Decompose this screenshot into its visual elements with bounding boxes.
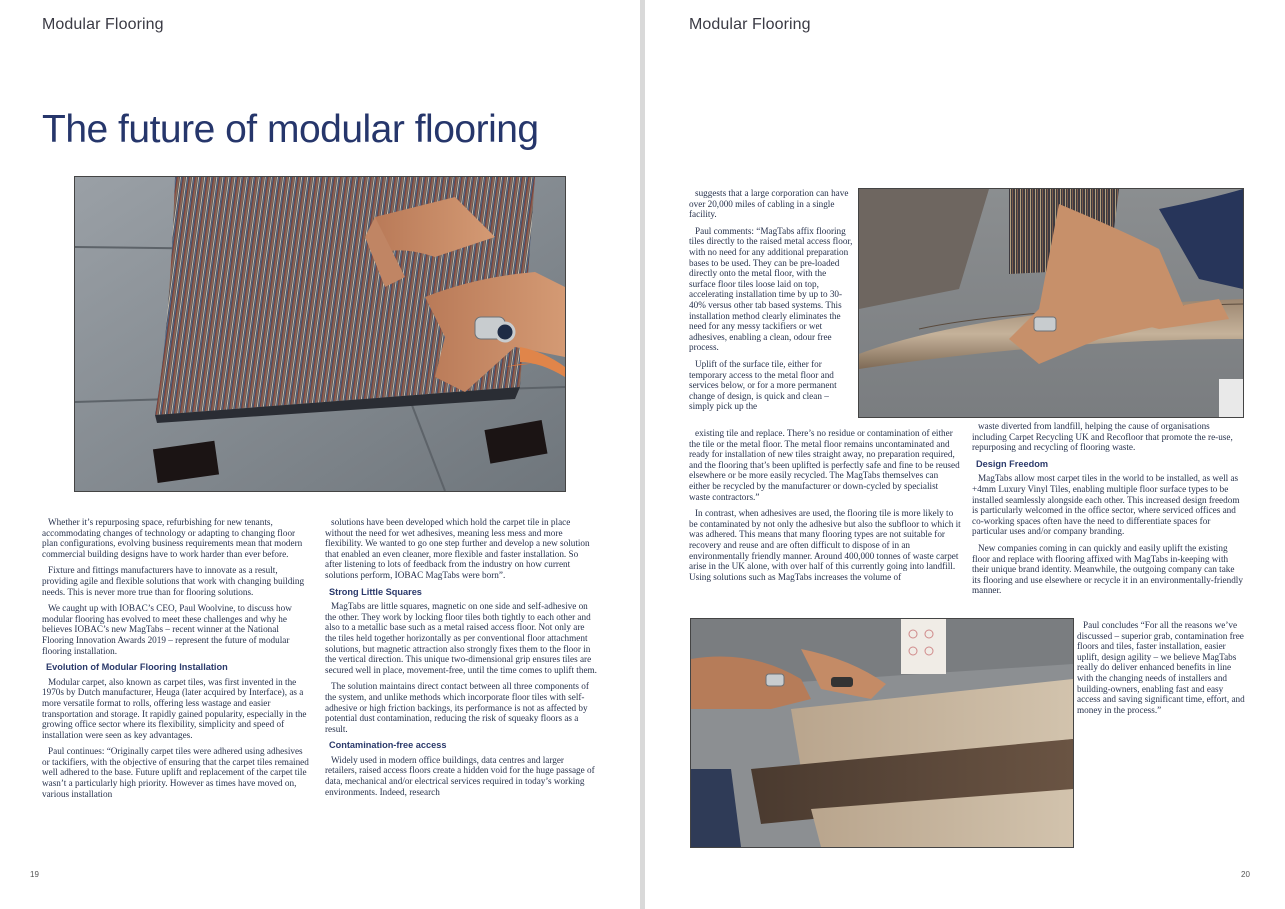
photo-wood-planks: [690, 618, 1074, 848]
page-number-right: 20: [1241, 870, 1250, 879]
running-head-left: Modular Flooring: [42, 16, 164, 33]
body-paragraph: New companies coming in can quickly and easily uplift the existing floor and replace with flooring affixed with MagTabs in-keeping with their unique brand identity. Meanwhile, the outgoing company can take its flooring and use elsewhere or recycle it in an environmentally-friendly manner.: [972, 542, 1243, 596]
article-headline: The future of modular flooring: [42, 108, 539, 151]
body-paragraph: waste diverted from landfill, helping the cause of organisations including Carpet Recycling UK and Recofloor that promote the re-use, repurposing and recycling of flooring waste.: [972, 421, 1233, 453]
body-paragraph: Fixture and fittings manufacturers have to innovate as a result, providing agile and flexible solutions that work with changing building needs. This is never more true than for flooring solutions.: [42, 565, 305, 597]
body-paragraph: Widely used in modern office buildings, data centres and larger retailers, raised access floors create a hidden void for the huge passage of data, mechanical and/or electrical services required in today’s working environments. Indeed, research: [325, 754, 595, 797]
left-column-2: [325, 517, 597, 803]
left-page: [0, 0, 640, 909]
body-paragraph: In contrast, when adhesives are used, the flooring tile is more likely to be contaminated by not only the adhesive but also the subfloor to which it was adhered. This means that many flooring types are not suitable for recovery and reuse and are often difficult to dispose of in an environmentally friendly manner. Around 400,000 tonnes of waste carpet arise in the UK alone, with over half of this currently going into landfill. Using solutions such as MagTabs increases the volume of: [689, 508, 961, 582]
left-column-1: [42, 517, 312, 805]
page-number-left: 19: [30, 870, 39, 879]
photo-vinyl-plank-install: [858, 188, 1244, 418]
section-heading: Evolution of Modular Flooring Installation: [46, 662, 228, 673]
body-paragraph: Paul comments: “MagTabs affix flooring tiles directly to the raised metal access floor, with no need for any additional preparation bases to be used. They can be pre-loaded directly onto the metal floor, with the surface floor tiles loose laid on top, accelerating installation time by up to 30-40% versus other tab based systems. This installation method clearly eliminates the need for any messy tackifiers or wet adhesives, enabling a clean, odour free process.: [689, 225, 853, 353]
body-paragraph: suggests that a large corporation can have over 20,000 miles of cabling in a single facility.: [689, 188, 849, 220]
body-paragraph: Whether it’s repurposing space, refurbishing for new tenants, accommodating changes of technology or adapting to changing floor plan configurations, evolving business requirements mean that modern commercial building designs have to work harder than ever before.: [42, 517, 303, 559]
body-paragraph: The solution maintains direct contact between all three components of the system, and unlike methods which incorporate floor tiles with self-adhesive or high friction backings, its performance is not as affected by potential dust contamination, reducing the risk of squeaky floors as a result.: [325, 681, 589, 734]
section-heading: Design Freedom: [976, 458, 1048, 469]
right-column-1: [689, 188, 854, 418]
body-paragraph: solutions have been developed which hold the carpet tile in place without the need for wet adhesives, meaning less mess and more flexibility. We wanted to go one step further and develop a new solution that enabled an even cleaner, more flexible and faster installation. So after listening to lots of feedback from the industry on how current solutions perform, IOBAC MagTabs were born”.: [325, 517, 590, 580]
body-paragraph: Paul continues: “Originally carpet tiles were adhered using adhesives or tackifiers, with the objective of ensuring that the carpet tiles remained well adhered to the base. Future uplift and replacement of the carpet tile wasn’t a particularly high priority. However as times have moved on, various installation: [42, 746, 309, 799]
right-column-2: [972, 421, 1244, 602]
right-page: [645, 0, 1285, 909]
running-head-right: Modular Flooring: [689, 16, 811, 33]
body-paragraph: Uplift of the surface tile, either for temporary access to the metal floor and services below, or for a more permanent change of design, is quick and clean – simply pick up the: [689, 358, 837, 412]
right-column-1-continued: [689, 428, 961, 588]
body-paragraph: Modular carpet, also known as carpet tiles, was first invented in the 1970s by Dutch manufacturer, Heuga (later acquired by Interface), as a more versatile format to rolls, offering less wastage and easier transportation and storage. It rapidly gained popularity, especially in the growing office sector where its flexibility, simplicity and speed of installation were seen as key advantages.: [42, 676, 307, 740]
photo-carpet-tile-lift: [74, 176, 566, 492]
body-paragraph: existing tile and replace. There’s no residue or contamination of either the tile or the metal floor. The metal floor remains uncontaminated and ready for installation of new tiles straight away, no preparation required, and the flooring that’s been uplifted is perfectly safe and fine to be reused elsewhere or be more easily recycled. The MagTabs themselves can either be recycled by the manufacturer or down-cycled by specialist waste contractors.”: [689, 428, 960, 502]
right-column-3: [1077, 620, 1247, 721]
body-paragraph: MagTabs are little squares, magnetic on one side and self-adhesive on the other. They work by locking floor tiles both tightly to each other and also to a metallic base such as a metal raised access floor. Not only are the tiles held together horizontally as per conventional floor attachment solutions, but magnetic attraction also strongly fixes them to the floor in the vertical direction. This unique two-dimensional grip ensures tiles are secured well in place, movement-free, until the time comes to uplift them.: [325, 601, 597, 675]
body-paragraph: MagTabs allow most carpet tiles in the world to be installed, as well as +4mm Luxury Vinyl Tiles, enabling multiple floor surface types to be installed seamlessly alongside each other. This increased design freedom is particularly welcomed in the office sector, where serviced offices and co-working spaces often have the need to differentiate spaces for particular uses and/or company branding.: [972, 473, 1240, 537]
body-paragraph: We caught up with IOBAC’s CEO, Paul Woolvine, to discuss how modular flooring has evolved to meet these challenges and why he believes IOBAC’s new MagTabs – recent winner at the National Flooring Innovation Awards 2019 – represent the future of modular flooring installation.: [42, 603, 292, 656]
body-paragraph: Paul concludes “For all the reasons we’ve discussed – superior grab, contamination free floors and tiles, faster installation, easier uplift, design agility – we believe MagTabs really do deliver enhanced benefits in line with the changing needs of installers and building-owners, enabling fast and easy access and saving significant time, effort, and money in the process.”: [1077, 620, 1245, 715]
section-heading: Contamination-free access: [329, 740, 447, 751]
section-heading: Strong Little Squares: [329, 586, 422, 597]
